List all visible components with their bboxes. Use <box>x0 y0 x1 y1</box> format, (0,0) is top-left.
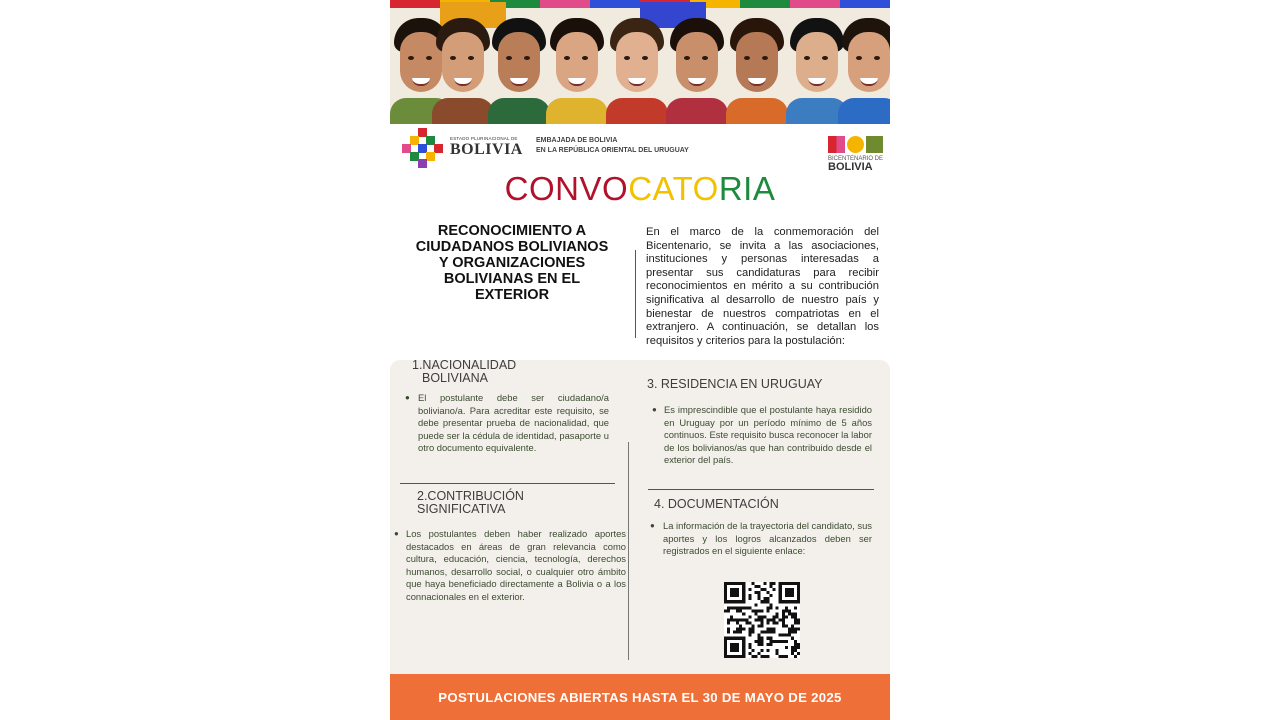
section-title-line: 1.NACIONALIDAD <box>412 358 517 372</box>
subtitle-line: CIUDADANOS BOLIVIANOS <box>415 239 609 255</box>
subtitle-line: EXTERIOR <box>474 287 550 303</box>
subtitle-line: BOLIVIANAS EN EL <box>443 271 581 287</box>
divider-horizontal <box>400 483 615 484</box>
bicentenario-label: BICENTENARIO DE <box>828 156 884 162</box>
section-title-line: 2.CONTRIBUCIÓN <box>417 489 524 503</box>
bolivia-emblem-logo <box>402 128 523 168</box>
poster <box>390 0 890 720</box>
divider-vertical <box>635 250 636 338</box>
bullet-icon: ● <box>650 521 655 530</box>
bullet-icon: ● <box>405 393 410 402</box>
subtitle <box>396 223 628 303</box>
section-4-body: La información de la trayectoria del candidato, sus aportes y los logros alcanzados deben ser registrados en el siguiente enlace: <box>663 520 872 556</box>
section-1-body: El postulante debe ser ciudadano/a boliviano/a. Para acreditar este requisito, se debe presentar prueba de nacionalidad, que puede ser la cédula de identidad, pasaporte u otro documento equivalente. <box>418 392 609 453</box>
title-part-green: RIA <box>718 170 776 207</box>
face-photo <box>606 12 668 124</box>
face-photo <box>488 12 550 124</box>
section-3-body: Es imprescindible que el postulante haya residido en Uruguay por un período mínimo de 5 años continuos. Este requisito busca reconocer la labor de los bolivianos/as que han contribuido desde el exterior del país. <box>664 404 872 465</box>
deadline-banner: POSTULACIONES ABIERTAS HASTA EL 30 DE MAYO DE 2025 <box>390 674 890 720</box>
section-title-line: SIGNIFICATIVA <box>417 502 506 516</box>
bicentenario-bolivia: BOLIVIA <box>828 161 873 173</box>
divider-horizontal <box>648 489 874 490</box>
section-3-title: 3. RESIDENCIA EN URUGUAY <box>647 377 823 391</box>
face-photo <box>726 12 788 124</box>
title-part-red: CONVO <box>504 170 629 207</box>
subtitle-line: Y ORGANIZACIONES <box>438 255 586 271</box>
section-2-title <box>417 490 617 516</box>
divider-vertical <box>628 442 629 660</box>
section-title-line: BOLIVIANA <box>422 371 488 385</box>
intro-paragraph: En el marco de la conmemoración del Bicentenario, se invita a las asociaciones, instituciones y personas interesadas a presentar sus candidaturas para recibir reconocimientos en mérito a su contribución significativa al desarrollo de nuestro país y bienestar de nuestros compatriotas en el extranjero. A continuación, se detallan los requisitos y criterios para la postulación: <box>646 226 879 347</box>
face-photo <box>432 12 494 124</box>
qr-code-graphic <box>724 582 800 658</box>
qr-code-icon[interactable] <box>724 582 800 658</box>
face-photo <box>666 12 728 124</box>
face-photo <box>838 12 890 124</box>
bolivia-wordmark: BOLIVIA <box>450 141 523 158</box>
bolivia-emblem-icon <box>402 128 444 168</box>
embajada-line-1: EMBAJADA DE BOLIVIA <box>536 137 618 144</box>
bullet-icon: ● <box>394 529 399 538</box>
bullet-icon: ● <box>652 405 657 414</box>
estado-text: ESTADO PLURINACIONAL DE <box>450 136 518 141</box>
page-title <box>390 170 890 208</box>
bicentenario-logo-icon <box>828 136 888 154</box>
section-1-title <box>412 359 612 385</box>
subtitle-line: RECONOCIMIENTO A <box>437 223 587 239</box>
title-part-yellow: CATO <box>628 170 719 207</box>
section-4-title: 4. DOCUMENTACIÓN <box>654 497 779 511</box>
embajada-text <box>536 136 689 156</box>
embajada-line-2: EN LA REPÚBLICA ORIENTAL DEL URUGUAY <box>536 147 689 154</box>
banner-photo <box>390 0 890 124</box>
section-2-body: Los postulantes deben haber realizado aportes destacados en áreas de gran relevancia como cultura, educación, ciencia, tecnología, derechos humanos, desarrollo social, o cualquier otro ámbito que haya beneficiado directamente a Bolivia o a los connacionales en el exterior. <box>406 528 626 602</box>
face-photo <box>546 12 608 124</box>
